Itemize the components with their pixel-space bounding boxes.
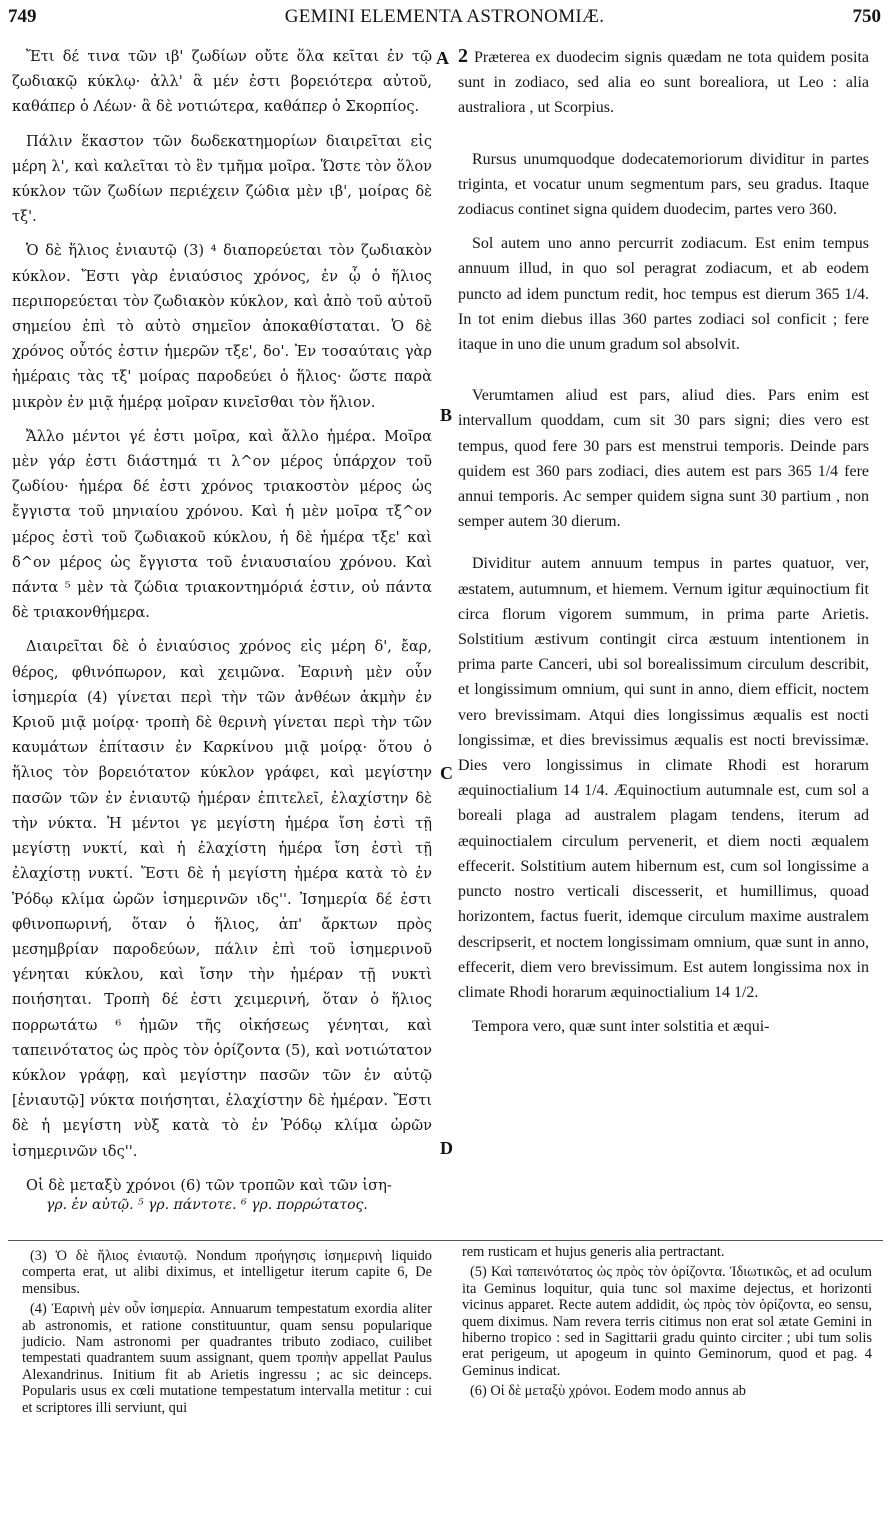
running-header [8, 2, 881, 38]
greek-paragraph-5: Διαιρεῖται δὲ ὁ ἐνιαύσιος χρόνος εἰς μέρη δ', ἔαρ, θέρος, φθινόπωρον, καὶ χειμῶνα. Ἐαρινὴ μὲν οὖν ἰσημερία (4) γίνεται περὶ τὴν τῶν ἀνθέων ἀκμὴν ἐν Κριοῦ μιᾷ μοίρᾳ· τροπὴ δὲ θερινὴ γίνεται περὶ τὴν τῶν καυμάτων ἐπίτασιν ἐν Καρκίνου μιᾷ μοίρᾳ· ὅτου ὁ ἥλιος τὸν βορειότατον κύκλον γράφει, καὶ μεγίστην πασῶν τῶν ἐν ἐνιαυτῷ ἡμέραν ἐπιτελεῖ, ἐλαχίστην δὲ τὴν νύκτα. Ἡ μέντοι γε μεγίστη ἡμέρα ἴση ἐστὶ τῇ μεγίστῃ νυκτί, καὶ ἡ ἐλαχίστη ἡμέρα ἴση ἐστὶ τῇ ἐλαχίστῃ νυκτί. Ἔστι δὲ ἡ μεγίστη ἡμέρα κατὰ τὸ ἐν Ῥόδῳ κλίμα ὡρῶν ἰσημερινῶν ιδς''. Ἰσημερία δέ ἐστι φθινοπωρινή, ὅταν ὁ ἥλιος, ἀπ' ἄρκτων πρὸς μεσημβρίαν παροδεύων, πάλιν ἐπὶ τοῦ ἰσημερινοῦ γένηται κύκλου, καὶ ἴσην τὴν ἡμέραν τῇ νυκτὶ ποιήσηται. Τροπὴ δέ ἐστι χειμερινή, ὅταν ὁ ἥλιος πορρωτάτω ⁶ ἡμῶν τῆς οἰκήσεως γένηται, καὶ ταπεινότατος ὡς πρὸς τὸν ὁρίζοντα (5), καὶ νοτιώτατον κύκλον γράφῃ, καὶ μεγίστην πασῶν τῶν ἐν αὐτῷ [ἐνιαυτῷ] νύκτα ποιήσηται, ἐλαχίστην δὲ ἡμέραν. Ἔστι δὲ ἡ μεγίστη νὺξ κατὰ τὸ ἐν Ῥόδῳ κλίμα ὡρῶν ἰσημερινῶν ιδς''. [12, 638, 432, 1160]
page-number-right: 750 [852, 6, 881, 27]
latin-paragraph-4: Verumtamen aliud est pars, aliud dies. Pars enim est intervallum quoddam, cum sit 30 pars signi; dies vero est tempus, quod fere 30 pars est menstrui temporis. Deinde pars quidem est 360 pars zodiaci, dies autem est pars 365 1/4 fere annui temporis. Ac semper quidem signa sunt 30 partium , non semper autem 30 dierum. [458, 387, 869, 531]
footnotes-left [22, 1248, 432, 1420]
latin-column [458, 44, 869, 1048]
footnote-4: (4) Ἐαρινὴ μὲν οὖν ἰσημερία. Annuarum tempestatum exordia aliter ab astronomis, et ratione constituuntur, quam sensu popularique judicio. Nam astronomi per quadrantes tributo zodiaco, cuilibet tempestati quadrantem suum assignant, quem τροπὴν appellat Paulus Alexandrinus. Initium fit ab Arietis ingressu ; ac sic deinceps. Popularis usus ex cœli mutatione tempestatum intervalla metitur : cui et scriptores illi serviunt, qui [22, 1301, 432, 1416]
section-number: 2 [458, 45, 468, 67]
latin-paragraph-6: Tempora vero, quæ sunt inter solstitia et æqui- [472, 1018, 770, 1036]
footnote-5: (5) Καὶ ταπεινότατος ὡς πρὸς τὸν ὁρίζοντα. Ἰδιωτικῶς, et ad oculum ita Geminus loquitur, quia tunc sol maxime dejectus, et horizonti vicinus apparet. Recte autem addidit, ὡς πρὸς τὸν ὁρίζοντα, eo sensu, quem diximus. Nam revera terris citimus non erat sol ætate Gemini in hiberno tropico : sed in Sagittarii gradu quinto circiter ; ubi tum solis erat perigeum, ut apogeum in quinto Geminorum, quod et pag. 4 Geminus indicat. [462, 1264, 872, 1379]
footnotes-right [462, 1244, 872, 1404]
greek-paragraph-2: Πάλιν ἕκαστον τῶν δωδεκατημορίων διαιρεῖται εἰς μέρη λ', καὶ καλεῖται τὸ ἓν τμῆμα μοῖρα. Ὥστε τὸν ὅλον κύκλον τῶν ζωδίων περιέχειν ζώδια μὲν ιβ', μοίρας δὲ τξ'. [12, 132, 432, 226]
margin-letter-c: C [440, 763, 453, 783]
greek-paragraph-6: Οἱ δὲ μεταξὺ χρόνοι (6) τῶν τροπῶν καὶ τῶν ἰση- [26, 1176, 392, 1194]
footnote-4-continued: rem rusticam et hujus generis alia pertractant. [462, 1244, 725, 1260]
margin-letter-b: B [440, 405, 453, 425]
latin-paragraph-2: Rursus unumquodque dodecatemoriorum dividitur in partes triginta, et vocatur unum segmentum pars, seu gradus. Itaque zodiacus continet signa quidem duodecim, partes vero 360. [458, 150, 869, 219]
margin-letter-a: A [436, 48, 449, 68]
page-number-left: 749 [8, 6, 37, 27]
running-title: GEMINI ELEMENTA ASTRONOMIÆ. [284, 6, 605, 27]
footnote-rule [8, 1240, 883, 1241]
greek-paragraph-3: Ὁ δὲ ἥλιος ἐνιαυτῷ (3) ⁴ διαπορεύεται τὸν ζωδιακὸν κύκλον. Ἔστι γὰρ ἐνιαύσιος χρόνος, ἐν ᾧ ὁ ἥλιος περιπορεύεται τὸν ζωδιακὸν κύκλον, καὶ ἀπὸ τοῦ αὐτοῦ σημείου ἐπὶ τὸ αὐτὸ σημεῖον ἀποκαθίσταται. Ὁ δὲ χρόνος οὗτός ἐστιν ἡμερῶν τξε', δο'. Ἐν τοσαύταις γὰρ ἡμέραις τὰς τξ' μοίρας παροδεύει ὁ ἥλιος· ὥστε παρὰ μικρὸν ἐν μιᾷ ἡμέρᾳ μοῖραν κινεῖσθαι τὸν ἥλιον. [12, 242, 432, 411]
latin-paragraph-1-text: Præterea ex duodecim signis quædam ne tota quidem posita sunt in zodiaco, sed alia eo sunt borealiora, ut Leo : alia australiora , ut Scorpius. [458, 49, 869, 117]
latin-paragraph-1 [458, 44, 869, 121]
greek-column [12, 44, 432, 1207]
latin-paragraph-5: Dividitur autem annuum tempus in partes quatuor, ver, æstatem, autumnum, et hiemem. Vernum igitur æquinoctium fit circa florum vigorem summum, in prima parte Arietis. Solstitium æstivum contingit circa æstuum intentionem in prima parte Canceri, ubi sol borealissimum circulum describit, et longissimum omnium, qui sunt in anno, diem efficit, noctem vero brevissimam. Atqui dies longissimus æqualis est nocti longissimæ, et dies brevissimus æqualis est nocti brevissimæ. Dies vero longissimus in climate Rhodi est horarum æquinoctialium 14 1/4. Æquinoctium autumnale est, cum sol a boreali plaga ad australem plagam tendens, iterum ad æquinoctialem circulum pervenerit, et diem nocti æqualem effecerit. Solstitium autem hibernum est, cum sol longissime a puncto nostro verticali discesserit, et humillimus, quoad horizontem, factus fuerit, idemque circulum maxime australem descripserit, et noctem longissimam omnium, quæ sunt in anno, effecerit, diem vero brevissimum. Est autem longissima nox in climate Rhodi horarum æquinoctialium 14 1/2. [458, 555, 869, 1001]
latin-paragraph-3: Sol autem uno anno percurrit zodiacum. Est enim tempus annuum illud, in quo sol peragrat zodiacum, et ab eodem puncto ad idem punctum redit, hoc tempus est dierum 365 1/4. In tot enim diebus illas 360 partes zodiaci sol conficit ; fere itaque in uno die unum gradum sol absolvit. [458, 235, 869, 354]
margin-letter-d: D [440, 1138, 453, 1158]
variant-readings: γρ. ἐν αὐτῷ. ⁵ γρ. πάντοτε. ⁶ γρ. πορρώτατος. [46, 1197, 368, 1213]
greek-paragraph-1: Ἔτι δέ τινα τῶν ιβ' ζωδίων οὔτε ὅλα κεῖται ἐν τῷ ζωδιακῷ κύκλῳ· ἀλλ' ἃ μέν ἐστι βορειότερα αὐτοῦ, καθάπερ ὁ Λέων· ἃ δὲ νοτιώτερα, καθάπερ ὁ Σκορπίος. [12, 48, 432, 116]
footnote-6: (6) Οἱ δὲ μεταξὺ χρόνοι. Eodem modo annus ab [470, 1383, 746, 1400]
greek-paragraph-4: Ἄλλο μέντοι γέ ἐστι μοῖρα, καὶ ἄλλο ἡμέρα. Μοῖρα μὲν γάρ ἐστι διάστημά τι λ^ον μέρος ὑπάρχον τοῦ ζωδίου· ἡμέρα δέ ἐστι χρόνος τριακοστὸν μέρος ὡς ἔγγιστα τοῦ μηνιαίου χρόνου. Καὶ ἡ μὲν μοῖρα τξ^ον μέρος ἐστὶ τοῦ ζωδιακοῦ κύκλου, ἡ δὲ ἡμέρα τξε' καὶ δ^ον μέρος ὡς ἔγγιστα τοῦ ἐνιαυσιαίου χρόνου. Καὶ πάντα ⁵ μὲν τὰ ζώδια τριακοντημόριά ἐστιν, οὐ πάντα δὲ τριακονθήμερα. [12, 427, 432, 622]
footnote-3: (3) Ὁ δὲ ἥλιος ἐνιαυτῷ. Nondum προήγησις ἰσημερινὴ liquido comperta erat, ut alibi diximus, et intelligetur iterum capite 6, De mensibus. [22, 1248, 432, 1297]
